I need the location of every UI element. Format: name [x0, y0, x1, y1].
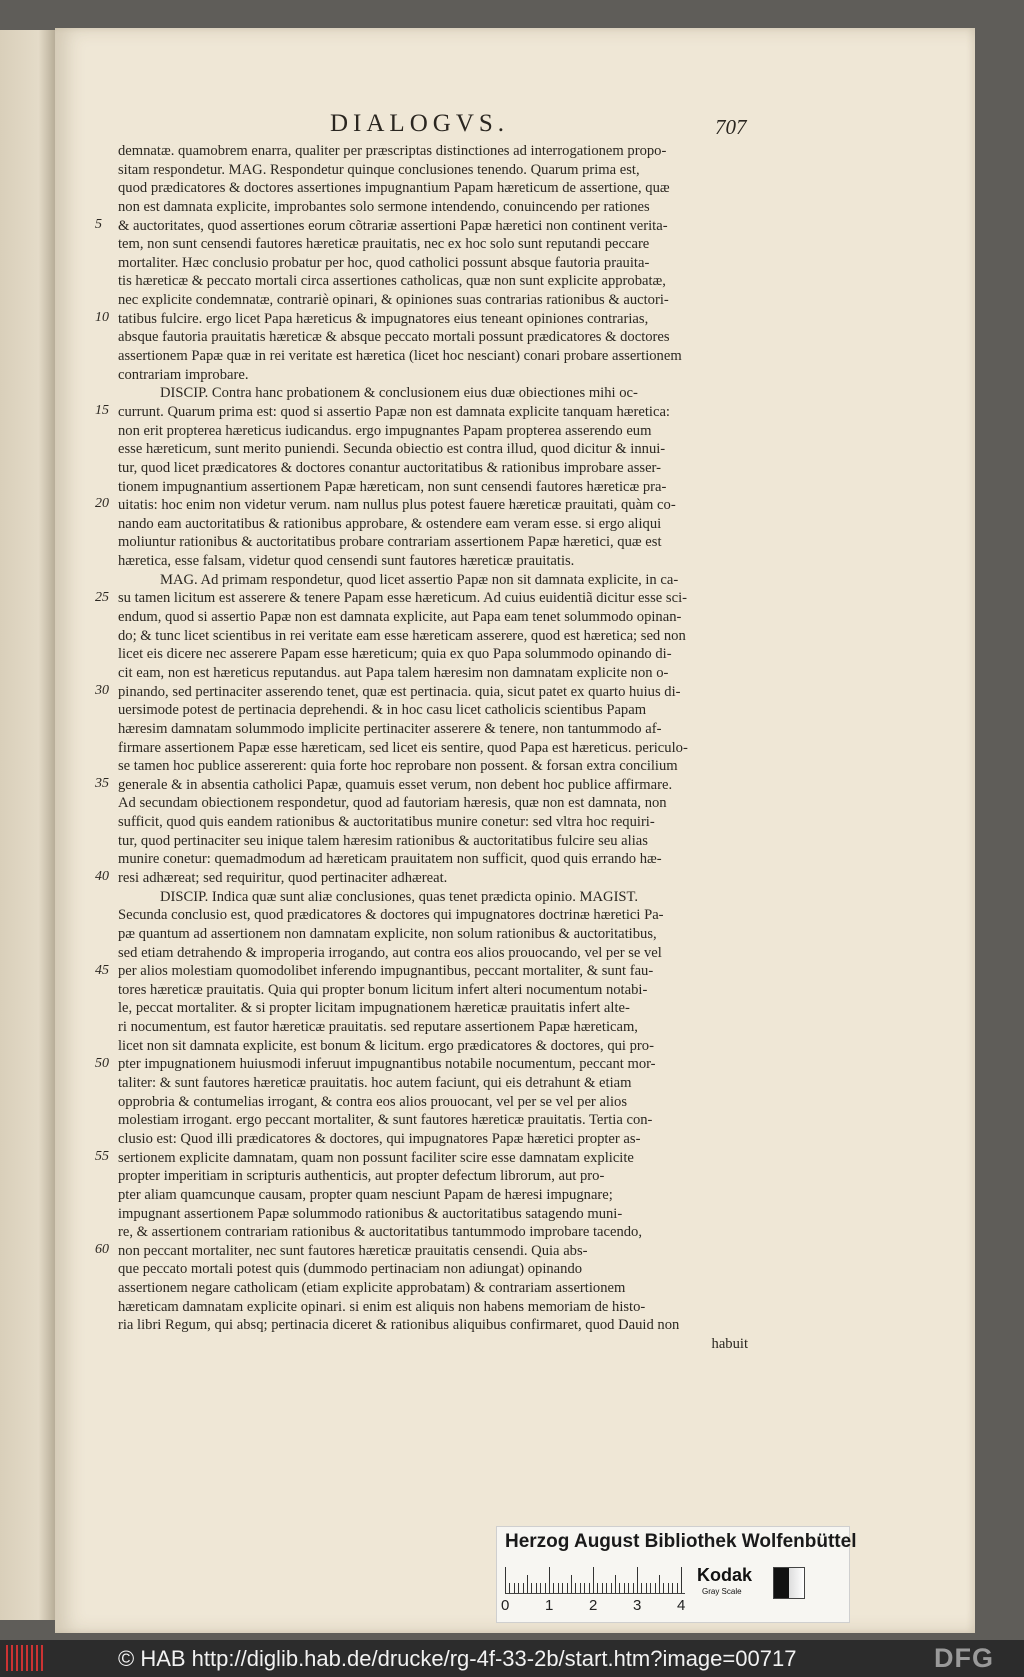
text-line: ri nocumentum, est fautor hæreticæ prauitatis. sed reputare assertionem Papæ hæreticam,	[118, 1019, 638, 1036]
ruler-tick	[641, 1583, 642, 1593]
text-line: hæreticam damnatam explicite opinari. si enim est aliquis non habens memoriam de histo-	[118, 1298, 646, 1315]
ruler-tick	[593, 1567, 594, 1593]
line-number: 20	[95, 496, 109, 512]
text-line: moliuntur rationibus & auctoritatibus probare contrariam assertionem Papæ hæretici, quæ est	[118, 534, 662, 551]
text-line: pter impugnationem huiusmodi inferuut impugnantibus notabile nocumentum, peccant mor-	[118, 1056, 656, 1073]
text-line: ria libri Regum, qui absq; pertinacia diceret & rationibus aliquibus confirmaret, quod Dauid non	[118, 1317, 680, 1334]
text-line: endum, quod si assertio Papæ non est damnata explicite, aut Papa eam tenet solummodo opinan-	[118, 609, 682, 626]
ruler-tick	[637, 1567, 638, 1593]
ruler-tick	[567, 1583, 568, 1593]
text-line: Secunda conclusio est, quod prædicatores & doctores qui impugnatores doctrinæ hæretici Pa-	[118, 907, 664, 924]
text-line: per alios molestiam quomodolibet inferendo impugnantibus, peccant mortaliter, & sunt fau-	[118, 963, 654, 980]
ruler-tick	[584, 1583, 585, 1593]
text-line: currunt. Quarum prima est: quod si assertio Papæ non est damnata explicite tanquam hæretica:	[118, 403, 670, 420]
text-line: tores hæreticæ prauitatis. Quia qui propter bonum licitum infert alteri nocumentum notabi-	[118, 981, 648, 998]
ruler-tick	[602, 1583, 603, 1593]
ruler-tick	[518, 1583, 519, 1593]
line-number: 15	[95, 403, 109, 419]
line-number: 40	[95, 869, 109, 885]
ruler-tick	[514, 1583, 515, 1593]
ruler-tick	[523, 1583, 524, 1593]
text-line: MAG. Ad primam respondetur, quod licet assertio Papæ non sit damnata explicite, in ca-	[160, 571, 679, 588]
text-line: impugnant assertionem Papæ solummodo rationibus & auctoritatibus satagendo muni-	[118, 1205, 623, 1222]
text-line: assertionem negare catholicam (etiam explicite approbatam) & contrariam assertionem	[118, 1280, 626, 1297]
text-line: sertionem explicite damnatam, quam non possunt faciliter scire esse damnatam explicite	[118, 1149, 634, 1166]
ruler-tick	[531, 1583, 532, 1593]
ruler-tick	[655, 1583, 656, 1593]
ruler-tick	[663, 1583, 664, 1593]
text-line: DISCIP. Contra hanc probationem & conclusionem eius duæ obiectiones mihi oc-	[160, 385, 638, 402]
text-line: tur, quod licet prædicatores & doctores conantur auctoritatibus & rationibus improbare asser-	[118, 459, 661, 476]
text-line: tem, non sunt censendi fautores hæreticæ prauitatis, nec ex hoc solo sunt reputandi peccare	[118, 236, 650, 253]
line-number: 35	[95, 776, 109, 792]
text-line: taliter: & sunt fautores hæreticæ prauitatis. hoc autem faciunt, qui eis detrahunt & etiam	[118, 1075, 632, 1092]
text-line: uersimode potest de pertinacia deprehendi. & in hoc casu licet catholicis scientibus Papam	[118, 702, 647, 719]
ruler-tick	[575, 1583, 576, 1593]
ruler-tick	[549, 1567, 550, 1593]
text-line: hæretica, esse falsam, videtur quod censendi sunt fautores hæreticæ prauitatis.	[118, 553, 575, 570]
ruler-tick	[558, 1583, 559, 1593]
text-line: & auctoritates, quod assertiones eorum cõtrariæ assertioni Papæ hæretici non continent verita-	[118, 217, 668, 234]
line-number: 55	[95, 1149, 109, 1165]
text-line: le, peccat mortaliter. & si propter licitam impugnationem hæreticæ prauitatis infert alte-	[118, 1000, 630, 1017]
gray-scale-caption: Gray Scale	[702, 1587, 742, 1596]
text-line: sitam respondetur. MAG. Respondetur quinque conclusiones tenendo. Quarum prima est,	[118, 161, 640, 178]
text-line: uitatis: hoc enim non videtur verum. nam nullus plus potest fauere hæreticæ prauitati, quàm co-	[118, 497, 676, 514]
text-line: tatibus fulcire. ergo licet Papa hæreticus & impugnatores eius teneant opiniones contrarias,	[118, 310, 649, 327]
ruler-tick	[611, 1583, 612, 1593]
text-line: hæresim damnatam solummodo implicite pertinaciter asserere & tenere, non tantummodo af-	[118, 720, 662, 737]
ruler-tick	[580, 1583, 581, 1593]
ruler-tick	[509, 1583, 510, 1593]
line-number: 30	[95, 682, 109, 698]
line-number: 10	[95, 309, 109, 325]
text-line: resi adhæreat; sed requiritur, quod pertinaciter adhæreat.	[118, 869, 448, 886]
text-line: se tamen hoc publice assererent: quia forte hoc reprobare non possent. & forsan extra concilium	[118, 758, 678, 775]
line-number: 50	[95, 1055, 109, 1071]
text-line: esse hæreticum, sunt merito puniendi. Secunda obiectio est contra illud, quod dicitur & innui-	[118, 441, 666, 458]
line-number: 60	[95, 1242, 109, 1258]
line-number: 45	[95, 962, 109, 978]
line-number: 25	[95, 589, 109, 605]
text-line: propter imperitiam in scripturis authenticis, aut propter defectum librorum, aut pro-	[118, 1168, 605, 1185]
ruler-tick	[619, 1583, 620, 1593]
ruler-tick	[571, 1575, 572, 1593]
ruler-tick	[589, 1583, 590, 1593]
text-line: non erit propterea hæreticus iudicandus. ergo impugnantes Papam propterea asserendo eum	[118, 422, 652, 439]
library-label	[496, 1526, 857, 1623]
text-line: demnatæ. quamobrem enarra, qualiter per præscriptas distinctiones ad interrogationem propo-	[118, 143, 667, 159]
text-line: sed etiam detrahendo & improperia irrogando, aut contra eos alios prouocando, vel per se vel	[118, 944, 662, 961]
text-line: assertionem Papæ quæ in rei veritate est hæretica (licet hoc nesciant) conari probare assertionem	[118, 348, 682, 365]
text-line: pæ quantum ad assertionem non damnatam explicite, non solum rationibus & auctoritatibus,	[118, 925, 657, 942]
text-line: molestiam irrogant. ergo peccant mortaliter, & sunt fautores hæreticæ prauitatis. Tertia con-	[118, 1112, 653, 1129]
text-line: pinando, sed pertinaciter asserendo tenet, quæ est pertinacia. quia, sicut patet ex quarto huius di-	[118, 683, 681, 700]
ruler-tick	[505, 1567, 506, 1593]
running-head: DIALOGVS.	[330, 110, 510, 137]
text-line: generale & in absentia catholici Papæ, quamuis esset verum, non debent hoc publice affirmare.	[118, 776, 673, 793]
ruler-number: 0	[501, 1597, 510, 1614]
text-line: firmare assertionem Papæ esse hæreticam, sed licet eis sentire, quod Papa est hæreticus. periculo-	[118, 739, 688, 756]
ruler-tick	[615, 1575, 616, 1593]
text-line: pter aliam quamcunque causam, propter quam nesciunt Papam de hæresi impugnare;	[118, 1186, 613, 1203]
gray-scale-swatch	[773, 1567, 805, 1599]
text-line: tur, quod pertinaciter seu inique talem hæresim rationibus & auctoritatibus fulcire seu alias	[118, 832, 648, 849]
ruler-tick	[545, 1583, 546, 1593]
ruler-number: 4	[677, 1597, 686, 1614]
text-line: licet eis dicere nec asserere Papam esse hæreticum; quia ex quo Papa solummodo opinando di-	[118, 646, 672, 663]
text-line: clusio est: Quod illi prædicatores & doctores, qui impugnatores Papæ hæretici propter as-	[118, 1130, 641, 1147]
text-line: non est damnata explicite, improbantes solo sermone intendendo, conuincendo per rationes	[118, 198, 650, 215]
ruler-tick	[633, 1583, 634, 1593]
barcode-icon	[6, 1645, 46, 1671]
text-line: cit eam, non est hæreticus reputandus. aut Papa talem hæresim non damnatam explicite non o-	[118, 664, 669, 681]
ruler-tick	[562, 1583, 563, 1593]
body-text	[118, 142, 758, 1354]
text-line: mortaliter. Hæc conclusio probatur per hoc, quod catholici possunt absque fautoria prauita-	[118, 254, 650, 271]
text-line: nec explicite condemnatæ, contrariè opinari, & opiniones suas contrarias rationibus & auctori-	[118, 292, 669, 309]
ruler-number: 2	[589, 1597, 598, 1614]
ruler-tick	[650, 1583, 651, 1593]
text-line: quod prædicatores & doctores assertiones impugnantium Papam hæreticum de assertione, quæ	[118, 180, 670, 197]
ruler-tick	[606, 1583, 607, 1593]
ruler-number: 1	[545, 1597, 554, 1614]
ruler-tick	[672, 1583, 673, 1593]
text-line: su tamen licitum est asserere & tenere Papam esse hæreticum. Ad cuius euidentiã dicitur esse sci-	[118, 590, 687, 607]
page-number: 707	[715, 115, 747, 139]
ruler-tick	[628, 1583, 629, 1593]
ruler-tick	[540, 1583, 541, 1593]
ruler-tick	[659, 1575, 660, 1593]
catchword: habuit	[711, 1336, 748, 1352]
ruler-tick	[624, 1583, 625, 1593]
text-line: non peccant mortaliter, nec sunt fautores hæreticæ prauitatis censendi. Quia abs-	[118, 1242, 588, 1259]
text-line: sufficit, quod quis eandem rationibus & auctoritatibus munire conetur: sed vltra hoc requiri-	[118, 814, 655, 831]
text-line: absque fautoria prauitatis hæreticæ & absque peccato mortali possunt prædicatores & doctores	[118, 329, 670, 346]
footer-bar	[0, 1640, 1024, 1677]
text-line: licet non sit damnata explicite, est bonum & licitum. ergo prædicatores & doctores, qui pro-	[118, 1037, 654, 1054]
ruler-tick	[668, 1583, 669, 1593]
dfg-logo: DFG	[934, 1643, 994, 1673]
kodak-logo: Kodak	[697, 1565, 753, 1585]
text-line: DISCIP. Indica quæ sunt aliæ conclusiones, quas tenet prædicta opinio. MAGIST.	[160, 888, 639, 905]
text-line: do; & tunc licet scientibus in rei veritate eam esse hæreticam asserere, quod est hæretica; sed non	[118, 627, 686, 644]
ruler-number: 3	[633, 1597, 642, 1614]
text-line: re, & assertionem contrariam rationibus & auctoritatibus tantummodo improbare tacendo,	[118, 1224, 643, 1241]
ruler-tick	[677, 1583, 678, 1593]
ruler-tick	[646, 1583, 647, 1593]
text-line: Ad secundam obiectionem respondetur, quod ad fautoriam hæresis, quæ non est damnata, non	[118, 795, 667, 812]
ruler-tick	[553, 1583, 554, 1593]
text-line: que peccato mortali potest quis (dummodo pertinaciam non adiungat) opinando	[118, 1261, 583, 1278]
text-line: contrariam improbare.	[118, 366, 249, 383]
ruler-tick	[527, 1575, 528, 1593]
text-line: tionem impugnantium assertionem Papæ hæreticam, non sunt censendi fautores hæreticæ pra-	[118, 478, 667, 495]
ruler-tick	[597, 1583, 598, 1593]
text-line: tis hæreticæ & peccato mortali circa assertiones catholicas, quæ non sunt explicite approbatæ,	[118, 273, 666, 290]
ruler-tick	[681, 1567, 682, 1593]
color-ruler	[505, 1565, 685, 1594]
ruler-tick	[536, 1583, 537, 1593]
text-line: munire conetur: quemadmodum ad hæreticam prauitatem non sufficit, quod quis errando hæ-	[118, 851, 662, 868]
facing-page-edge	[0, 30, 55, 1620]
source-url[interactable]: © HAB http://diglib.hab.de/drucke/rg-4f-33-2b/start.htm?image=00717	[118, 1646, 797, 1671]
text-line: opprobria & contumelias irrogant, & contra eos alios prouocant, vel per se vel per alios	[118, 1093, 628, 1110]
line-number: 5	[95, 216, 102, 232]
text-line: nando eam auctoritatibus & rationibus approbare, & ostendere eam veram esse. si ergo aliqui	[118, 515, 662, 532]
library-name: Herzog August Bibliothek Wolfenbüttel	[505, 1531, 857, 1552]
